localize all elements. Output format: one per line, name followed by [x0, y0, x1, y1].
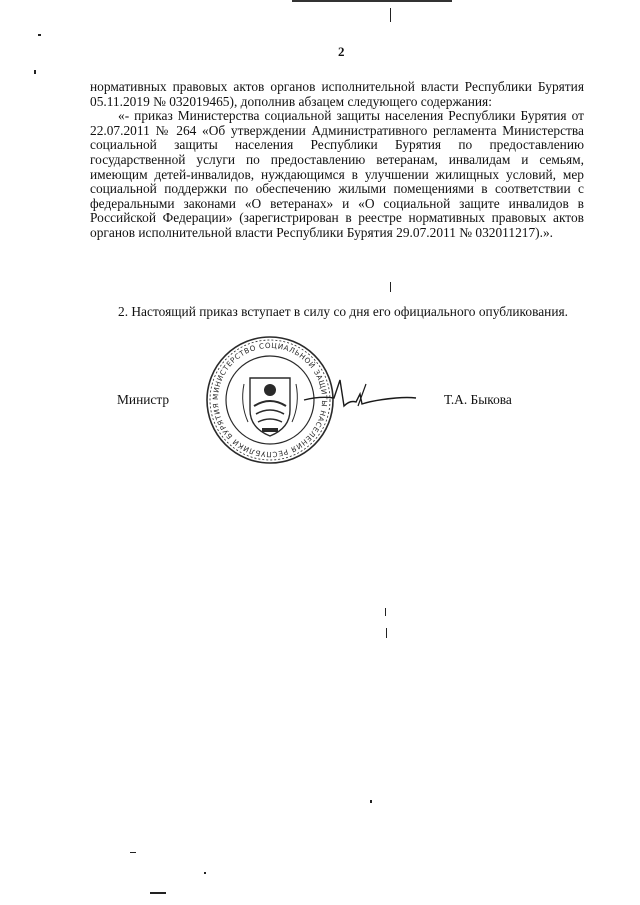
paragraph-amendment-text: «- приказ Министерства социальной защиты населения Республики Бурятия от 22.07.2011 № 264 «Об утверждении Административного регламента Министерства социальной защиты населения Республики Бурятия по предоставлению государственной услуги по предоставлению ветеранам, инвалидам и семьям, имеющим детей-инвалидов, нуждающимся в улучшении жилищных условий, мер социальной поддержки по обеспечению жилыми помещениями в соответствии с федеральными законами «О ветеранах» и «О социальной защите инвалидов в Российской Федерации» (зарегистрирован в реестре нормативных правовых актов органов исполнительной власти Республики Бурятия 29.07.2011 № 032011217).». [90, 108, 584, 240]
scan-speck [385, 608, 386, 616]
scan-speck [390, 8, 391, 22]
scan-speck [34, 70, 36, 74]
page-number: 2 [338, 44, 345, 59]
scan-top-edge-line [292, 0, 452, 2]
scan-speck [204, 872, 206, 874]
paragraph-amendment-intro: нормативных правовых актов органов исполнительной власти Республики Бурятия 05.11.2019 № 032019465), дополнив абзацем следующего содержания: [90, 79, 584, 109]
scan-speck [370, 800, 372, 803]
scan-speck [38, 34, 41, 36]
signatory-title: Министр [117, 392, 170, 407]
signatory-name: Т.А. Быкова [444, 392, 512, 407]
scan-speck [130, 852, 136, 853]
scan-speck [150, 892, 166, 894]
signature-block [0, 390, 640, 420]
scan-speck [390, 282, 391, 292]
document-body-2 [90, 305, 584, 320]
paragraph-entry-into-force: 2. Настоящий приказ вступает в силу со дня его официального опубликования. [118, 304, 568, 319]
scan-speck [386, 628, 387, 638]
seal-ring-text: МИНИСТЕРСТВО СОЦИАЛЬНОЙ ЗАЩИТЫ НАСЕЛЕНИЯ РЕСПУБЛИКИ БУРЯТИЯ [210, 340, 330, 460]
document-body [90, 80, 584, 241]
